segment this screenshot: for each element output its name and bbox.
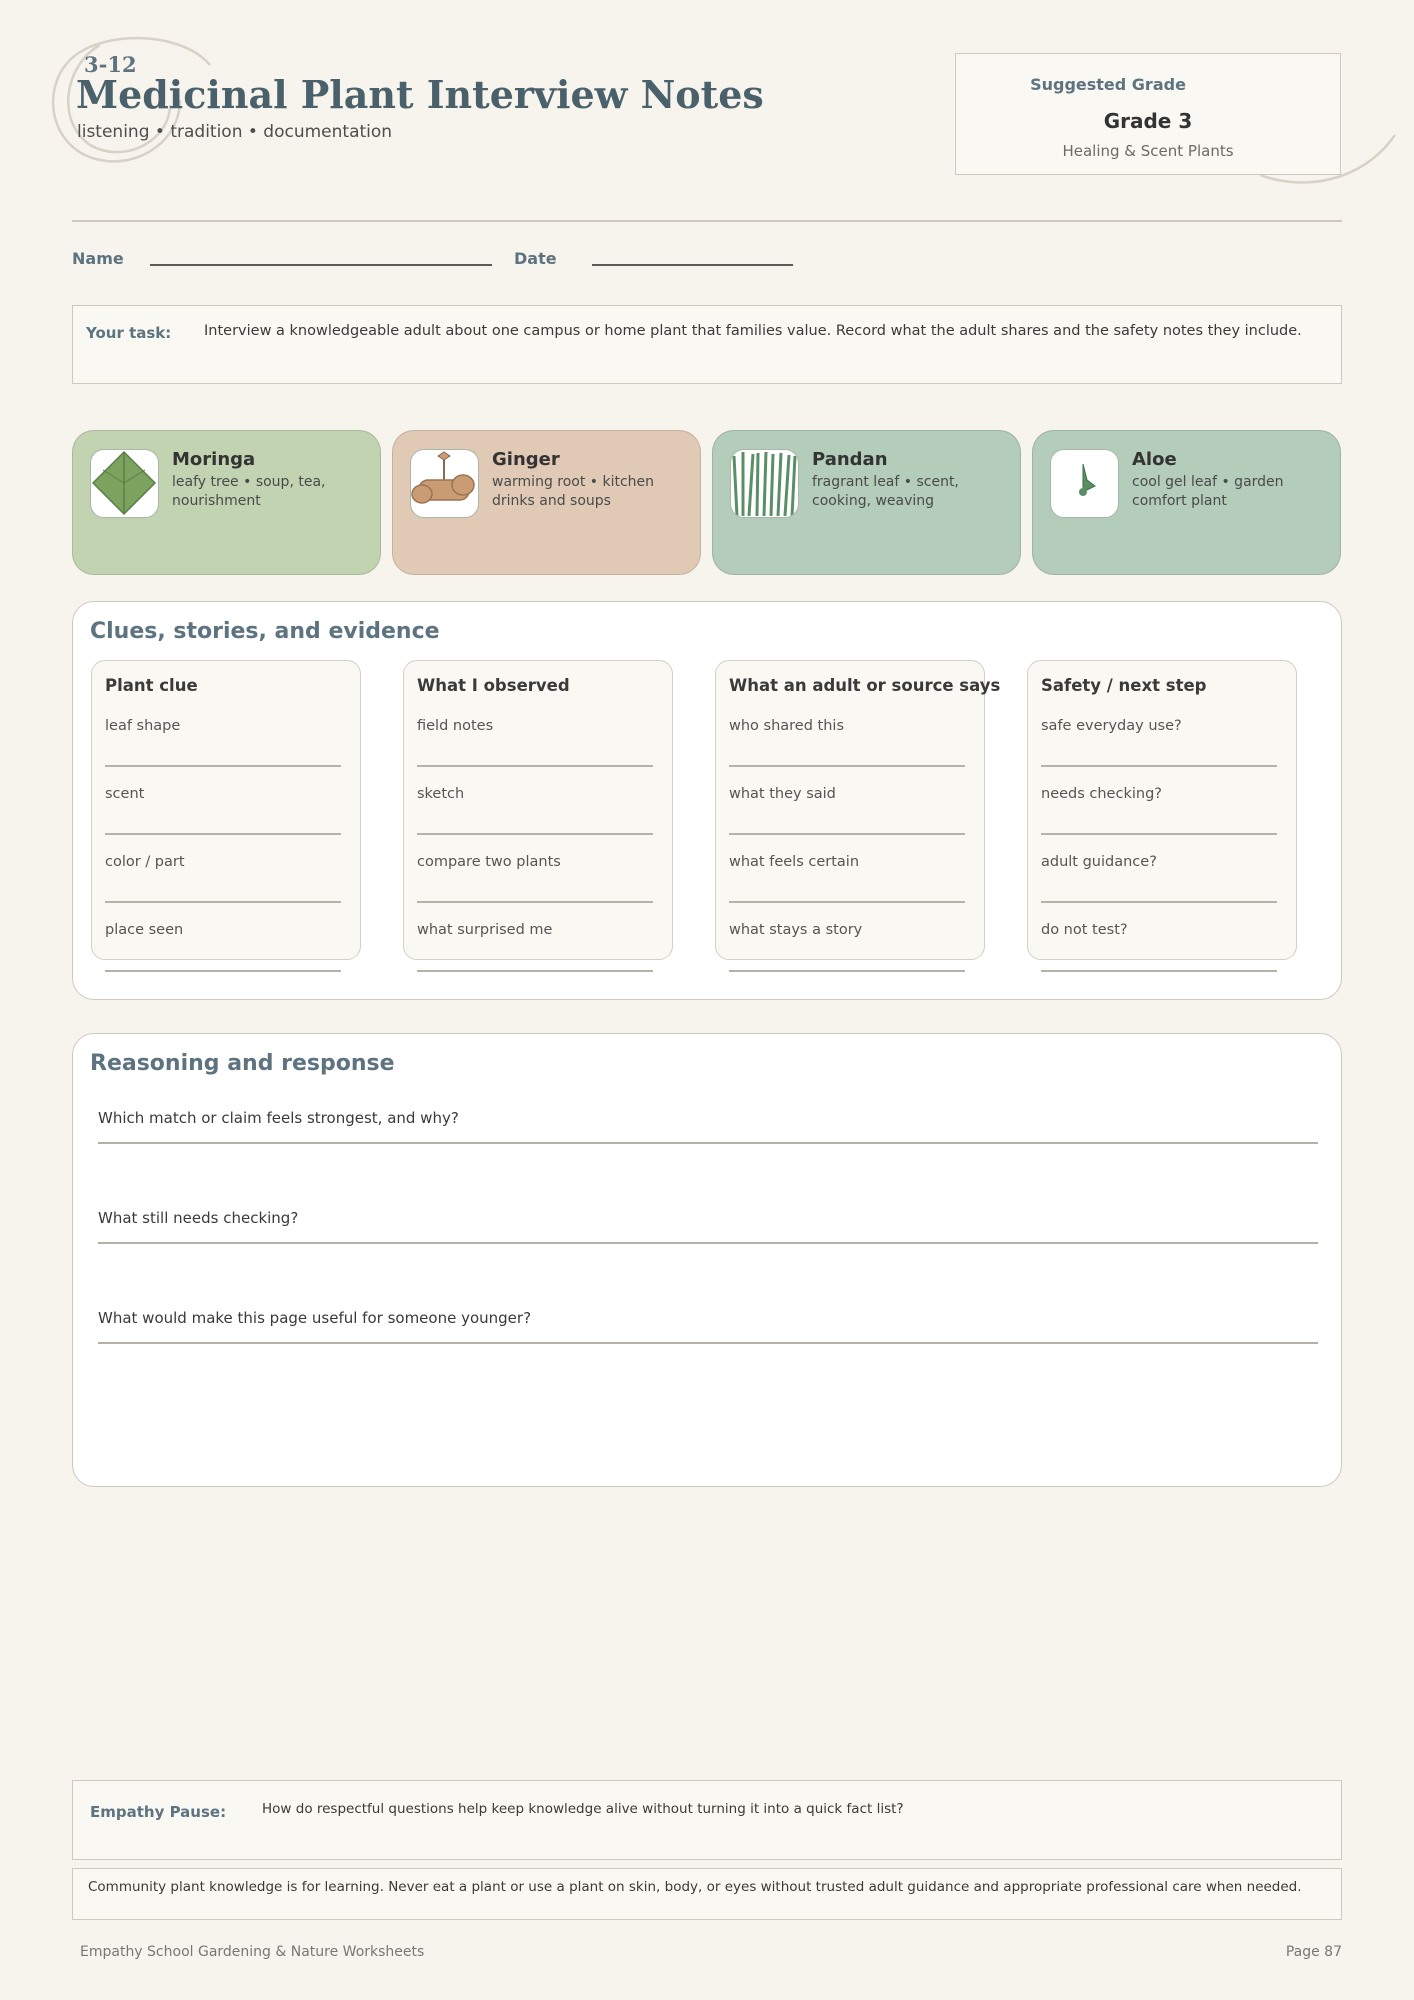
write-line[interactable] — [729, 901, 965, 903]
write-line[interactable] — [105, 970, 341, 972]
reasoning-question: Which match or claim feels strongest, and why? — [98, 1109, 459, 1127]
column-row-label: what stays a story — [729, 922, 863, 938]
write-line[interactable] — [417, 833, 653, 835]
answer-line[interactable] — [98, 1342, 1318, 1344]
write-line[interactable] — [417, 765, 653, 767]
aloe-icon — [1050, 449, 1119, 518]
plant-card-moringa — [72, 430, 381, 575]
suggested-grade-box — [955, 53, 1341, 175]
evidence-panel — [72, 601, 1342, 1000]
pandan-leaves-icon — [730, 449, 799, 518]
page-subtitle: listening • tradition • documentation — [77, 122, 393, 142]
column-row-label: safe everyday use? — [1041, 718, 1182, 734]
empathy-pause-label: Empathy Pause: — [90, 1803, 227, 1821]
page-title: Medicinal Plant Interview Notes — [76, 72, 764, 117]
write-line[interactable] — [729, 833, 965, 835]
write-line[interactable] — [729, 970, 965, 972]
column-row-label: sketch — [417, 786, 465, 802]
column-row-label: leaf shape — [105, 718, 181, 734]
column-row-label: what feels certain — [729, 854, 860, 870]
write-line[interactable] — [1041, 901, 1277, 903]
column-row-label: needs checking? — [1041, 786, 1162, 802]
date-label: Date — [514, 249, 557, 268]
name-field[interactable] — [150, 264, 492, 266]
date-field[interactable] — [592, 264, 793, 266]
plant-name: Ginger — [492, 449, 560, 470]
evidence-title: Clues, stories, and evidence — [90, 619, 440, 644]
column-row-label: place seen — [105, 922, 184, 938]
plant-description: cool gel leaf • garden comfort plant — [1132, 474, 1284, 509]
plant-description: warming root • kitchen drinks and soups — [492, 474, 655, 509]
evidence-column-source-says — [715, 660, 1001, 960]
column-row-label: do not test? — [1041, 922, 1128, 938]
column-heading: Plant clue — [105, 676, 198, 695]
evidence-column-observed — [403, 660, 673, 960]
plant-name: Aloe — [1132, 449, 1177, 470]
answer-line[interactable] — [98, 1242, 1318, 1244]
suggested-grade-label: Suggested Grade — [1030, 75, 1186, 94]
footer-series: Empathy School Gardening & Nature Worksheets — [80, 1944, 425, 1960]
empathy-pause-text: How do respectful questions help keep knowledge alive without turning it into a quick fact list? — [262, 1801, 904, 1817]
write-line[interactable] — [729, 765, 965, 767]
write-line[interactable] — [1041, 833, 1277, 835]
ginger-root-icon — [410, 449, 479, 518]
grade-value: Grade 3 — [1103, 109, 1193, 133]
write-line[interactable] — [417, 901, 653, 903]
page-number: Page 87 — [1285, 1944, 1342, 1960]
write-line[interactable] — [105, 901, 341, 903]
column-row-label: scent — [105, 786, 145, 802]
column-row-label: what they said — [729, 786, 836, 802]
reasoning-question: What still needs checking? — [98, 1209, 299, 1227]
column-row-label: color / part — [105, 854, 185, 870]
plant-description: fragrant leaf • scent, cooking, weaving — [812, 474, 959, 509]
task-label: Your task: — [86, 324, 172, 342]
write-line[interactable] — [1041, 970, 1277, 972]
column-heading: What I observed — [417, 676, 570, 695]
column-row-label: who shared this — [729, 718, 844, 734]
reasoning-question: What would make this page useful for someone younger? — [98, 1309, 532, 1327]
safety-note-box — [72, 1868, 1342, 1920]
column-heading: What an adult or source says — [729, 676, 1001, 695]
column-row-label: compare two plants — [417, 854, 561, 870]
plant-description: leafy tree • soup, tea, nourishment — [172, 474, 326, 509]
column-row-label: field notes — [417, 718, 494, 734]
plant-card-aloe — [1032, 430, 1341, 575]
reasoning-title: Reasoning and response — [90, 1051, 395, 1076]
write-line[interactable] — [417, 970, 653, 972]
write-line[interactable] — [1041, 765, 1277, 767]
plant-card-pandan — [712, 430, 1021, 575]
plant-name: Moringa — [172, 449, 256, 470]
moringa-leaf-icon — [90, 449, 159, 518]
safety-note-text: Community plant knowledge is for learning. Never eat a plant or use a plant on skin, body, or eyes without trusted adult guidance and appropriate professional care when needed. — [88, 1879, 1302, 1895]
evidence-column-plant-clue — [91, 660, 361, 960]
write-line[interactable] — [105, 833, 341, 835]
header-divider — [72, 220, 1342, 222]
write-line[interactable] — [105, 765, 341, 767]
task-box — [72, 305, 1342, 384]
reasoning-panel — [72, 1033, 1342, 1487]
plant-card-ginger — [392, 430, 701, 575]
name-label: Name — [72, 249, 124, 268]
grade-range: 3-12 — [84, 52, 137, 77]
column-row-label: adult guidance? — [1041, 854, 1157, 870]
column-heading: Safety / next step — [1041, 676, 1207, 695]
plant-name: Pandan — [812, 449, 888, 470]
task-text: Interview a knowledgeable adult about one campus or home plant that families value. Record what the adult shares and the safety notes they include. — [204, 323, 1302, 339]
column-row-label: what surprised me — [417, 922, 553, 938]
answer-line[interactable] — [98, 1142, 1318, 1144]
empathy-pause-box — [72, 1780, 1342, 1860]
grade-theme: Healing & Scent Plants — [1062, 142, 1234, 160]
evidence-column-safety — [1027, 660, 1297, 960]
